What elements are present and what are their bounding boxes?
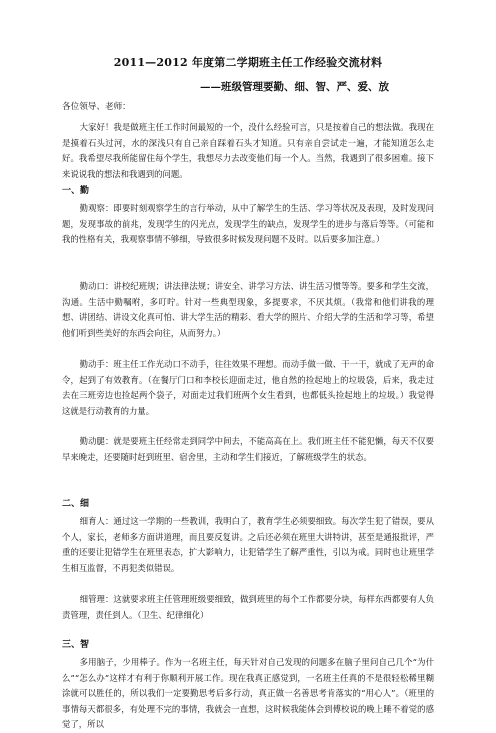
paragraph-qin-speak: 勤动口：讲校纪班规；讲法律法规；讲安全、讲学习方法、讲生活习惯等等。要多和学生交流，沟通。生活中勤嘱咐，多叮咛。针对一些典型现象，多提要求，不厌其烦。（我常和他们讲我的理想、讲团结、讲设文化真可怕、讲大学生活的精彩、看大学的照片、介绍大学的生活和学习等，希望他们听到些美好的东西会向往，从而努力。） <box>62 281 434 338</box>
section-heading-zhi: 三、智 <box>62 640 90 650</box>
document-subtitle: ——班级管理要勤、细、智、严、爱、放 <box>200 81 389 93</box>
paragraph-zhi-think: 多用脑子，少用棒子。作为一名班主任，每天针对自己发现的问题多在脑子里问自己几个“为什么”“怎么办”这样才有利于你顺利开展工作。现在我真正感觉到，一名班主任真的不是很轻松稀里糊涂就可以胜任的，所以我们一定要勤思考后多行动，真正做一名善思考肯落实的“用心人”。（班里的事情每天都很多，有处理不完的事情，我就会一直想，这时候我能体会到傅校说的晚上睡不着觉的感觉了，所以 <box>62 657 434 729</box>
section-heading-xi: 二、细 <box>62 499 90 509</box>
paragraph-qin-hand: 勤动手：班主任工作光动口不动手，往往效果不理想。而动手做一做、干一干，就成了无声的命令，起到了有效教育。（在餐厅门口和李校长迎面走过，他自然的捡起地上的垃圾袋，后来，我走过去在三班旁边也捡起两个袋子，对面走过我们班两个女生看到，也都低头捡起地上的垃圾。）我觉得这就是行动教育的力量。 <box>62 359 434 416</box>
paragraph-qin-observe: 勤观察：即要时刻观察学生的言行举动，从中了解学生的生活、学习等状况及表现，及时发现问题，发现事故的前兆，发现学生的闪光点，发现学生的缺点，发现学生的进步与落后等等。（可能和我的性格有关，我观察事情不够细，导致很多时候发现问题不及时。以后要多加注意。） <box>62 203 434 244</box>
section-heading-qin: 一、勤 <box>62 186 90 196</box>
paragraph-xi-manage: 细管理：这就要求班主任管理班级要细致，做到班里的每个工作都要分块，每样东西都要有人负责管理，责任到人。（卫生、纪律细化） <box>62 594 434 620</box>
intro-paragraph: 大家好！我是做班主任工作时间最短的一个，没什么经验可言，只是按着自己的想法做。我现在是摸着石头过河，水的深浅只有自己亲自踩着石头才知道。只有亲自尝试走一遍，才能知道怎么走好。我希望尽我所能留住每个学生，我想尽力去改变他们每一个人。当然，我遇到了很多困难。接下来说说我的想法和我遇到的问题。 <box>62 122 434 179</box>
document-title: 2011—2012 年度第二学期班主任工作经验交流材料 <box>113 56 383 69</box>
paragraph-qin-leg: 勤动腿：就是要班主任经常走到同学中间去，不能高高在上。我们班主任不能犯懒，每天不仅要早来晚走，还要随时赶到班里、宿舍里，主动和学生们接近，了解班级学生的状态。 <box>62 436 434 462</box>
salutation: 各位领导、老师： <box>62 102 131 112</box>
paragraph-xi-educate: 细育人：通过这一学期的一些教训，我明白了，教育学生必须要细致。每次学生犯了错误，要从个人，家长，老师多方面讲道理，而且要反复讲。之后还必须在班里大讲特讲，甚至是通报批评，严重的还要让犯错学生在班里表态，扩大影响力，让犯错学生了解严重性，引以为戒。同时也让班里学生相互监督，不再犯类似错误。 <box>62 516 434 573</box>
